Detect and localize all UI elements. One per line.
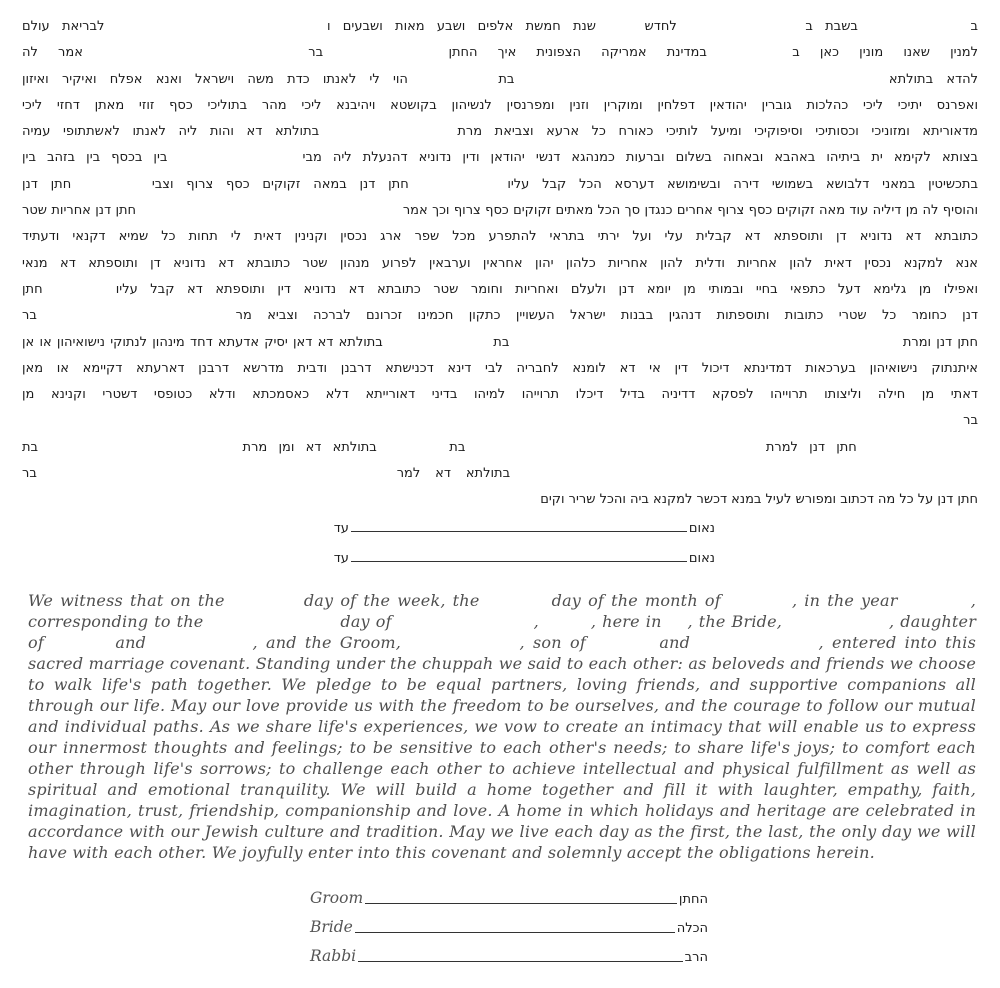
fill-in-blank [52,476,382,477]
hebrew-text: בתולתא דא ומן מרת [242,439,377,455]
fill-in-blank [608,29,632,30]
groom-label: Groom [310,888,364,907]
hebrew-text: בין בכסף בין בזהב בין [22,150,168,166]
english-vows-paragraph [28,590,976,863]
hebrew-text: איתנתוק נישואיהון בערכאות דמדינתא דיכול דין אי דא לומנא לחבריה לבי דינא דכנישתא דרבנן ודבית מדרשא דרבנן דארעתא דקיימא או מאן [22,360,978,376]
hebrew-text: בת [449,439,466,455]
bride-signature-line [355,931,675,933]
witness-signature-line [351,517,687,532]
fill-in-blank [689,29,793,30]
fill-in-blank [388,345,488,346]
hebrew-line [22,251,978,277]
fill-in-blank [232,605,297,606]
fill-in-blank [398,626,528,627]
groom-hebrew-label: החתן [678,891,708,907]
hebrew-text: חתן דנן ומרת [902,334,978,350]
fill-in-blank [209,626,334,627]
fill-in-blank [788,626,883,627]
hebrew-text: בתולתא דא והות ליה לאנתו לאשתתופי עמיה [22,124,320,140]
naum-label: נאום [688,520,715,536]
hebrew-line [22,303,978,329]
fill-in-blank [528,82,876,83]
hebrew-text: למנין שאנו מונין כאן ב [792,45,978,61]
bride-label: Bride [310,917,353,936]
hebrew-line [22,224,978,250]
fill-in-blank [422,187,495,188]
fill-in-blank [515,345,898,346]
hebrew-line [22,435,978,461]
hebrew-line [22,145,978,171]
hebrew-text: חתן דנן אחריות שטר [22,203,137,219]
ed-witness-label: עד [333,520,349,536]
hebrew-line [22,277,978,303]
fill-in-blank [117,29,315,30]
fill-in-blank [487,605,545,606]
english-text: , entered into this sacred marriage covenant. Standing under the chuppah we said to each other: as beloveds and friends we choose to walk life's path together. We pledge to be equal partners, loving friends, and supportive companions all through our life. May our love provide us with the freedom to be ourselves, and the courage to follow our mutual and individual paths. As we share life's experiences, we vow to create an intimacy that will enable us to express our innermost thoughts and feelings; to be sensitive to each other's needs; to share life's joys; to comfort each other through life's sorrows; to challenge each other to achieve intellectual and physical fulfillment as well as spiritual and emotional tranquility. We will build a home together and fill it with laughter, empathy, faith, imagination, trust, friendship, companionship and love. A home in which holidays and heritage are celebrated in accordance with our Jewish culture and tradition. May we live each day as the first, the last, the only day we will have with each other. We joyfully enter into this covenant and solemnly accept the obligations herein. [28,632,976,862]
fill-in-blank [84,187,139,188]
hebrew-line [22,198,978,224]
hebrew-text-block [22,14,978,514]
hebrew-text: חתן [22,281,43,297]
hebrew-text: בשבת ב [805,19,858,34]
hebrew-text: אנא למקנא נכסין דאית להון אחריות ודלית להון אחריות כלהון יהון אחראין וערבאין לפרוע מנהון שטר כתובתא דא נדוניא דן ותוספתא דא מנאי [22,255,978,271]
english-text: , daughter of [28,611,977,652]
hebrew-line [22,461,978,487]
hebrew-text: מדאוריתא ומזוניכי וכסותיכי וסיפוקיכי ומיעל לותיכי כאורח כל ארעא וצביאת מרת [457,124,978,140]
hebrew-text: דנן כחומר כל שטרי כתובות ותוספתות דנהגין בבנות ישראל העשויין כתקון חכמינו זכרונם לברכה וצביא מר [235,308,978,324]
fill-in-blank [409,647,511,648]
fill-in-blank [343,55,428,56]
english-text: day of [340,611,392,631]
fill-in-blank [52,647,107,648]
fill-in-blank [698,647,810,648]
hebrew-line [22,330,978,356]
hebrew-text: לבריאת עולם [22,19,105,34]
hebrew-text: הוי לי לאנתו כדת משה וישראל ואנא אפלח ואיקיר ואיזון [22,71,408,87]
fill-in-blank [525,476,978,477]
hebrew-text: במדינת אמריקה הצפונית איך החתן [448,45,707,61]
fill-in-blank [728,605,785,606]
english-text: , son of [519,632,586,652]
hebrew-text: כתובתא דא נדוניא דן ותוספתא דא קבלית עלי ועל ירתי בתראי להתפרע מכל שפר ארג נכסין וקנינין דאית לי תחות כל שמיא דקנאי ודעתיד [22,229,978,245]
hebrew-line [22,67,978,93]
fill-in-blank [727,55,772,56]
english-text: , here in [590,611,662,631]
fill-in-blank [477,450,755,451]
rabbi-label: Rabbi [310,946,357,965]
bride-hebrew-label: הכלה [676,920,708,936]
hebrew-text: חתן דנן למרת [765,439,857,455]
bottom-signature-block [22,879,978,966]
english-text: , corresponding to the [28,590,976,631]
fill-in-blank [140,213,398,214]
hebrew-text: בר [963,413,978,429]
hebrew-line [22,356,978,382]
hebrew-text: אמר לה [22,45,83,61]
hebrew-line [22,14,978,40]
hebrew-line [22,119,978,145]
groom-signature-row [310,879,708,908]
hebrew-text: והוסיף לה מן דיליה עוד מאה זקוקים כסף צרוף אחרים כנגדן סך הכל מאתים זקוקים כסף צרוף וכך אמר [402,203,978,219]
hebrew-text: בת [493,334,510,350]
witness-signature-row [22,514,715,544]
fill-in-blank [905,605,964,606]
rabbi-signature-row [310,937,708,966]
hebrew-line [22,40,978,66]
hebrew-line [22,93,978,119]
english-text: day of the week, the [303,590,480,610]
fill-in-blank [55,292,103,293]
hebrew-text: חתן דנן [22,176,72,192]
hebrew-text: בתולתא דא למר [396,466,511,482]
hebrew-line [22,487,978,513]
hebrew-text: בתולתא דא דאן יסיק אדעתא דחד מינהון לנתוקי נישואיהון או אן [22,334,383,350]
fill-in-blank [154,647,244,648]
english-text: and [659,632,691,652]
fill-in-blank [388,450,438,451]
hebrew-text: ואפרנס יתיכי ליכי כהלכות גוברין יהודאין דפלחין ומוקרין וזנין ומפרנסין לנשיהון בקושטא ויהיבנא ליכי מהר בתוליכי כסף זוזי מאתן דחזי ליכי [22,97,978,113]
fill-in-blank [52,318,220,319]
witness-signature-line [351,547,687,562]
english-text: day of the month of [551,590,721,610]
fill-in-blank [421,82,485,83]
fill-in-blank [103,55,288,56]
hebrew-text: בר [22,308,37,324]
groom-signature-line [365,902,677,904]
rabbi-hebrew-label: הרב [684,949,708,965]
ed-witness-label: עד [333,550,349,566]
fill-in-blank [668,626,682,627]
english-text: , [533,611,539,631]
witness-signature-row [22,544,715,574]
hebrew-text: בתכשיטין במאני דלבושא בשמושי דירה ובשימושא דערסא הכל קבל עליו [507,176,978,192]
fill-in-blank [870,29,958,30]
fill-in-blank [868,450,978,451]
english-text: , the Bride, [687,611,783,631]
hebrew-text: בצותא לקימא ית ביתיהו באהבא ובאחוה בשלום וברעות כמנהגא דנשי יהודאן ודין נדוניא דהנעלת ליה מבי [302,150,978,166]
hebrew-text: בר [308,45,324,61]
naum-label: נאום [688,550,715,566]
bride-signature-row [310,908,708,937]
hebrew-text: ב [970,19,978,34]
english-text: , and the Groom, [252,632,402,652]
hebrew-line [22,172,978,198]
hebrew-text: דאתי מן חילה וליצותו תרוייהו לפסקא דדיניה בדיל דיכלו תרוייהו למיהו בדיני דאורייתא דלא כאסמכתא ודלא כטופסי דשטרי וקנינא מן [22,387,978,403]
fill-in-blank [178,160,291,161]
hebrew-text: ואפילו מן גלימא דעל כתפאי בחיי ובמותי מן יומא דנן ולעלם ואחריות וחומר שטר כתובתא דא נדוניא דין ותוספתא דא קבל עליו [115,281,978,297]
english-text: and [115,632,147,652]
rabbi-signature-line [358,960,683,962]
fill-in-blank [594,647,651,648]
hebrew-text: שנת חמשת אלפים ושבע מאות ושבעים ו [326,19,596,34]
fill-in-blank [49,450,231,451]
hebrew-text: בר [22,466,37,482]
hebrew-line [22,382,978,408]
hebrew-text: בת [22,439,39,455]
hebrew-line [22,408,978,434]
fill-in-blank [545,626,585,627]
hebrew-text: לחדש [644,19,677,34]
english-text: , in the year [791,590,898,610]
witness-signature-block [22,514,978,574]
hebrew-text: חתן דנן במאה זקוקים כסף צרוף וצבי [151,176,409,192]
hebrew-text: להדא בתולתא [888,71,978,87]
hebrew-text: בת [498,71,515,87]
fill-in-blank [332,134,445,135]
english-text: We witness that on the [28,590,225,610]
hebrew-text: חתן דנן על כל מה דכתוב ומפורש לעיל במנא דכשר למקנא ביה והכל שריר וקים [540,492,978,508]
